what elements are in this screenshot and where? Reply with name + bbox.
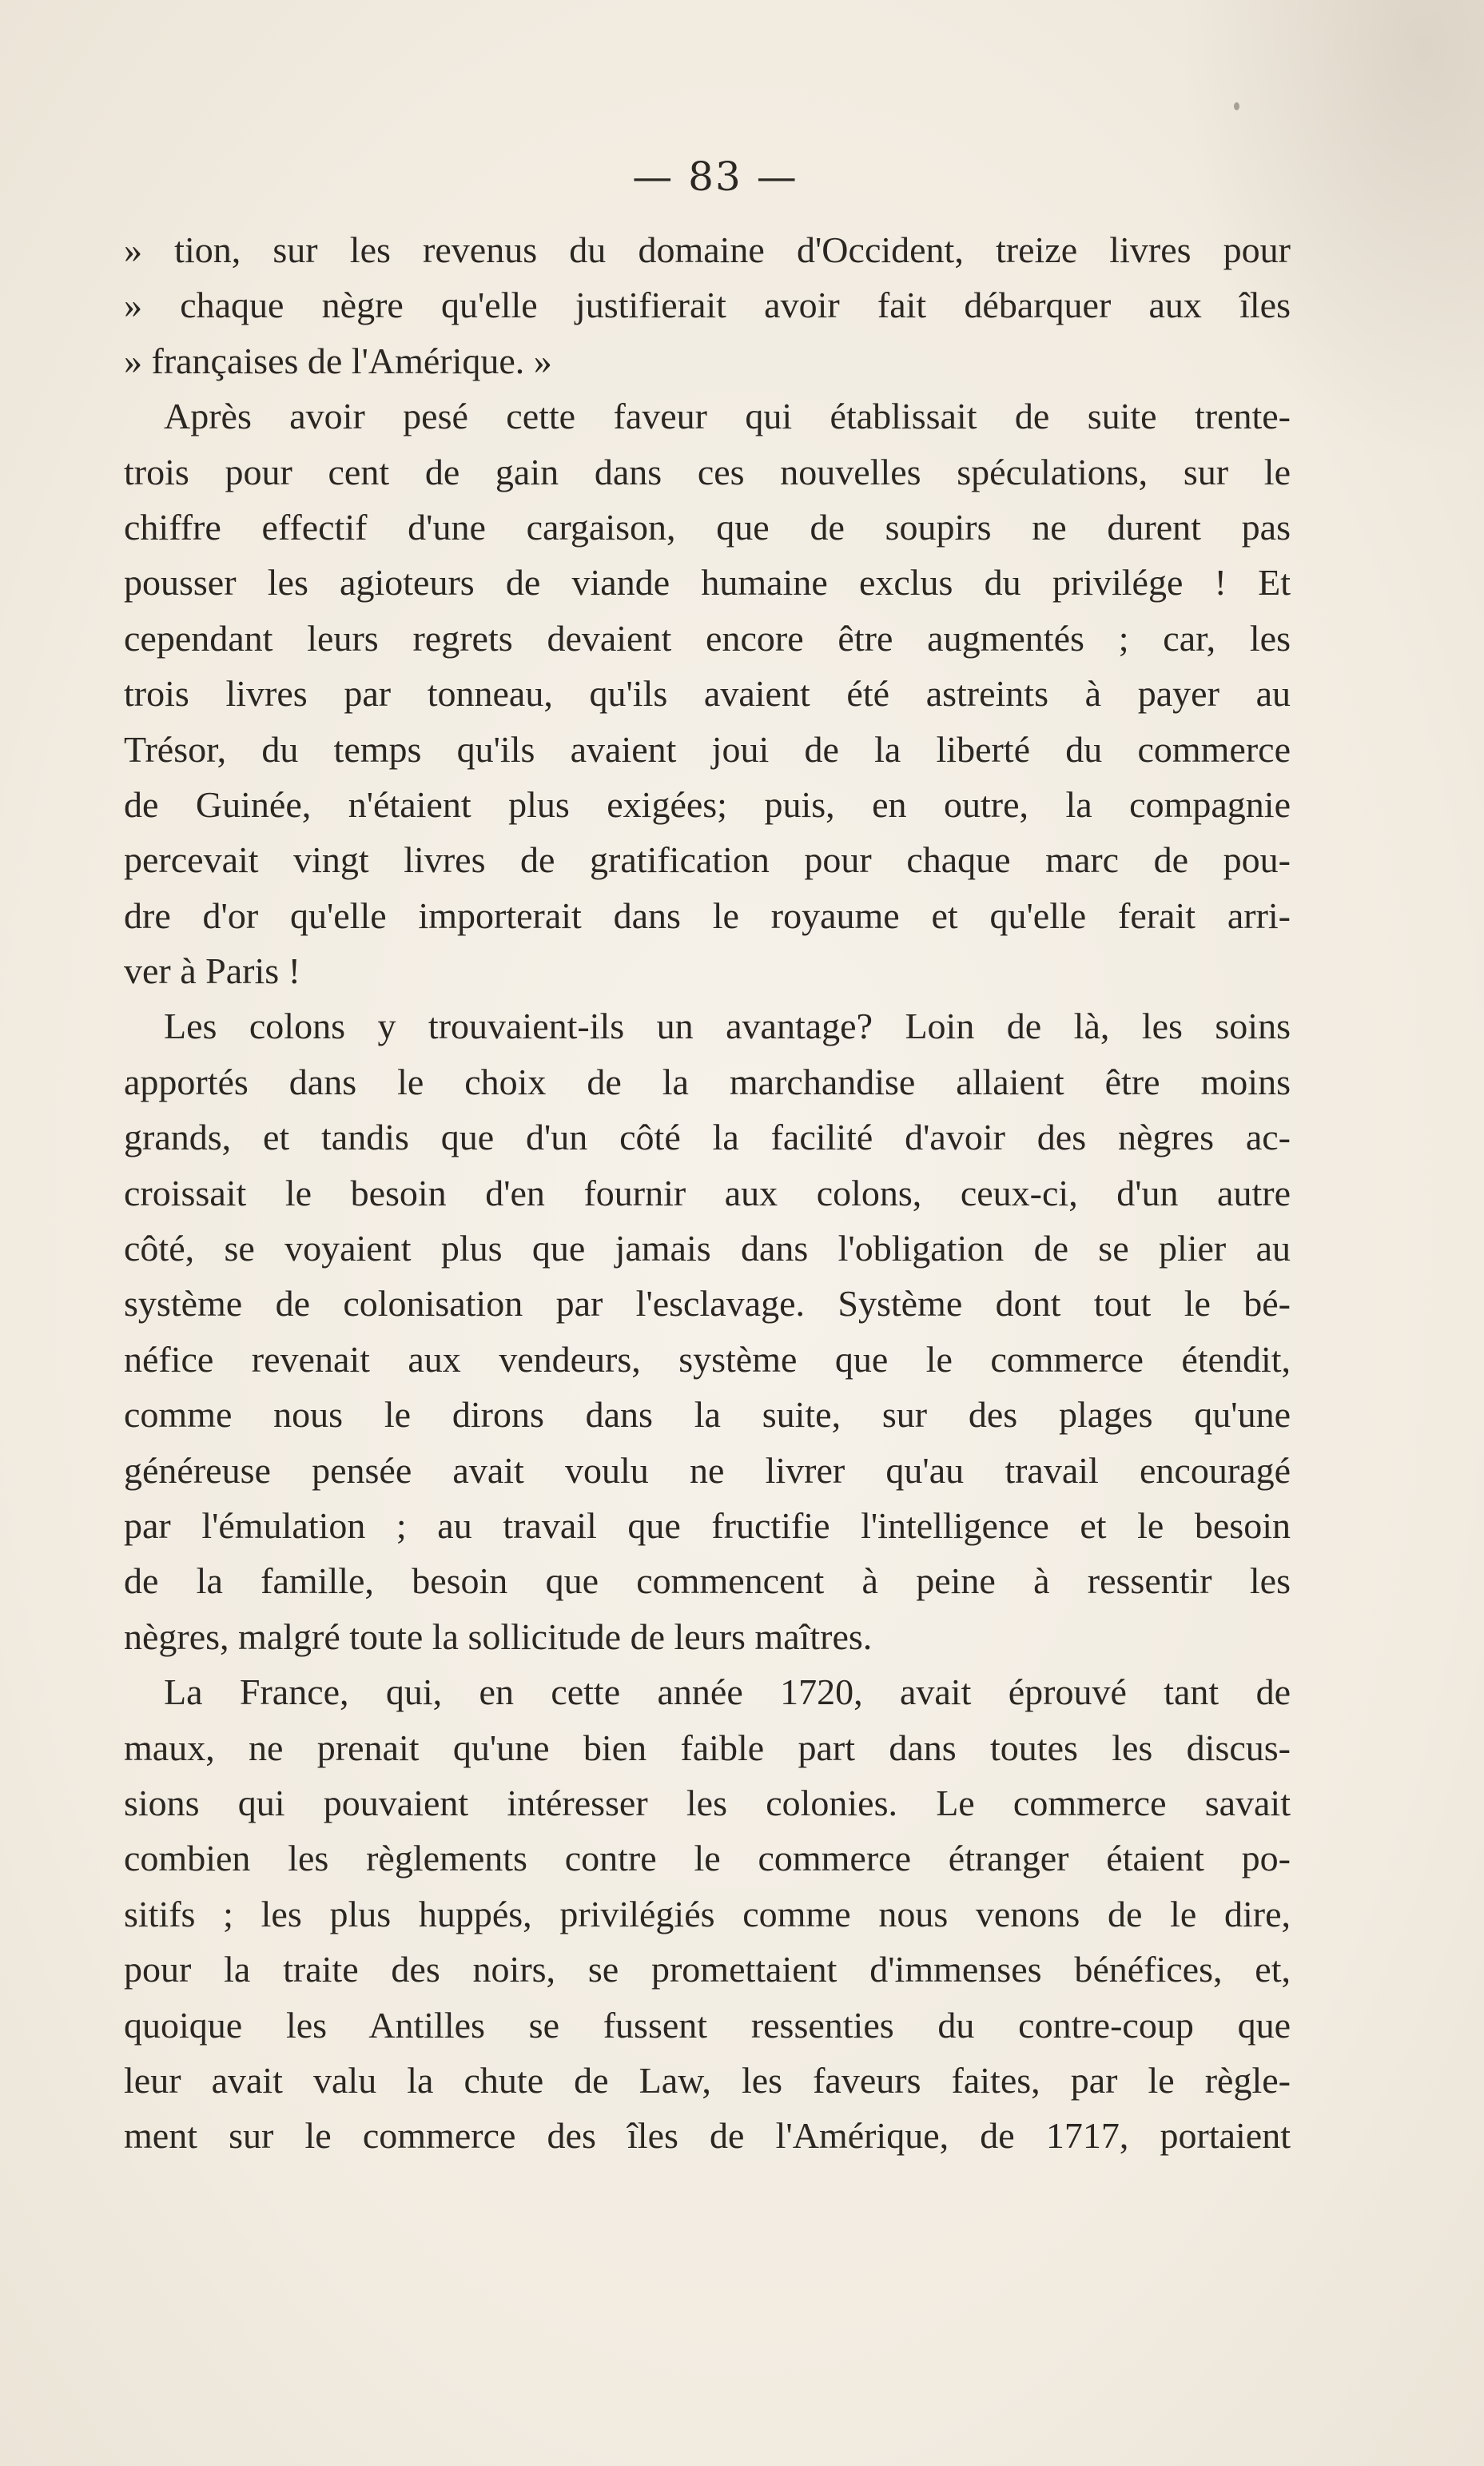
text-line: Les colons y trouvaient-ils un avantage? Loin de là, les soins bbox=[164, 1006, 1291, 1047]
text-line: pousser les agioteurs de viande humaine exclus du privilége ! Et bbox=[124, 562, 1291, 604]
text-line: de la famille, besoin que commencent à peine à ressentir les bbox=[124, 1560, 1291, 1602]
text-line: pour la traite des noirs, se promettaient d'immenses bénéfices, et, bbox=[124, 1949, 1291, 1990]
ink-speck bbox=[1234, 102, 1239, 110]
text-line: quoique les Antilles se fussent ressenties du contre-coup que bbox=[124, 2004, 1291, 2046]
text-line: dre d'or qu'elle importerait dans le royaume et qu'elle ferait arri- bbox=[124, 894, 1291, 936]
text-line: trois livres par tonneau, qu'ils avaient été astreints à payer au bbox=[124, 673, 1291, 715]
text-line: La France, qui, en cette année 1720, avait éprouvé tant de bbox=[164, 1671, 1291, 1713]
text-line: chiffre effectif d'une cargaison, que de soupirs ne durent pas bbox=[124, 506, 1291, 548]
text-line: nègres, malgré toute la sollicitude de leurs maîtres. bbox=[124, 1615, 873, 1657]
text-line: » chaque nègre qu'elle justifierait avoir fait débarquer aux îles bbox=[124, 285, 1291, 326]
text-line: » françaises de l'Amérique. » bbox=[124, 340, 552, 381]
text-line: croissait le besoin d'en fournir aux colons, ceux-ci, d'un autre bbox=[124, 1172, 1291, 1213]
text-line: système de colonisation par l'esclavage. Système dont tout le bé- bbox=[124, 1283, 1291, 1325]
text-line: comme nous le dirons dans la suite, sur des plages qu'une bbox=[124, 1394, 1291, 1436]
text-line: ver à Paris ! bbox=[124, 950, 300, 992]
text-line: Après avoir pesé cette faveur qui établissait de suite trente- bbox=[164, 396, 1291, 437]
page-number: — 83 — bbox=[632, 153, 798, 200]
text-line: généreuse pensée avait voulu ne livrer qu'au travail encouragé bbox=[124, 1449, 1291, 1491]
text-line: Trésor, du temps qu'ils avaient joui de la liberté du commerce bbox=[124, 728, 1291, 770]
text-line: leur avait valu la chute de Law, les faveurs faites, par le règle- bbox=[124, 2059, 1291, 2101]
text-line: sitifs ; les plus huppés, privilégiés comme nous venons de le dire, bbox=[124, 1893, 1291, 1934]
text-line: sions qui pouvaient intéresser les colonies. Le commerce savait bbox=[124, 1782, 1291, 1823]
text-line: apportés dans le choix de la marchandise allaient être moins bbox=[124, 1061, 1291, 1102]
text-line: » tion, sur les revenus du domaine d'Occident, treize livres pour bbox=[124, 229, 1291, 270]
text-line: combien les règlements contre le commerce étranger étaient po- bbox=[124, 1838, 1291, 1879]
text-line: de Guinée, n'étaient plus exigées; puis, en outre, la compagnie bbox=[124, 783, 1291, 825]
text-line: cependant leurs regrets devaient encore être augmentés ; car, les bbox=[124, 617, 1291, 659]
text-line: par l'émulation ; au travail que fructifie l'intelligence et le besoin bbox=[124, 1504, 1291, 1546]
text-line: grands, et tandis que d'un côté la facilité d'avoir des nègres ac- bbox=[124, 1117, 1291, 1158]
text-line: percevait vingt livres de gratification pour chaque marc de pou- bbox=[124, 839, 1291, 881]
text-line: côté, se voyaient plus que jamais dans l'obligation de se plier au bbox=[124, 1228, 1291, 1269]
text-line: ment sur le commerce des îles de l'Amérique, de 1717, portaient bbox=[124, 2115, 1291, 2157]
body-text bbox=[124, 222, 1291, 2164]
text-line: néfice revenait aux vendeurs, système que le commerce étendit, bbox=[124, 1338, 1291, 1380]
text-line: trois pour cent de gain dans ces nouvelles spéculations, sur le bbox=[124, 451, 1291, 492]
text-line: maux, ne prenait qu'une bien faible part dans toutes les discus- bbox=[124, 1727, 1291, 1768]
